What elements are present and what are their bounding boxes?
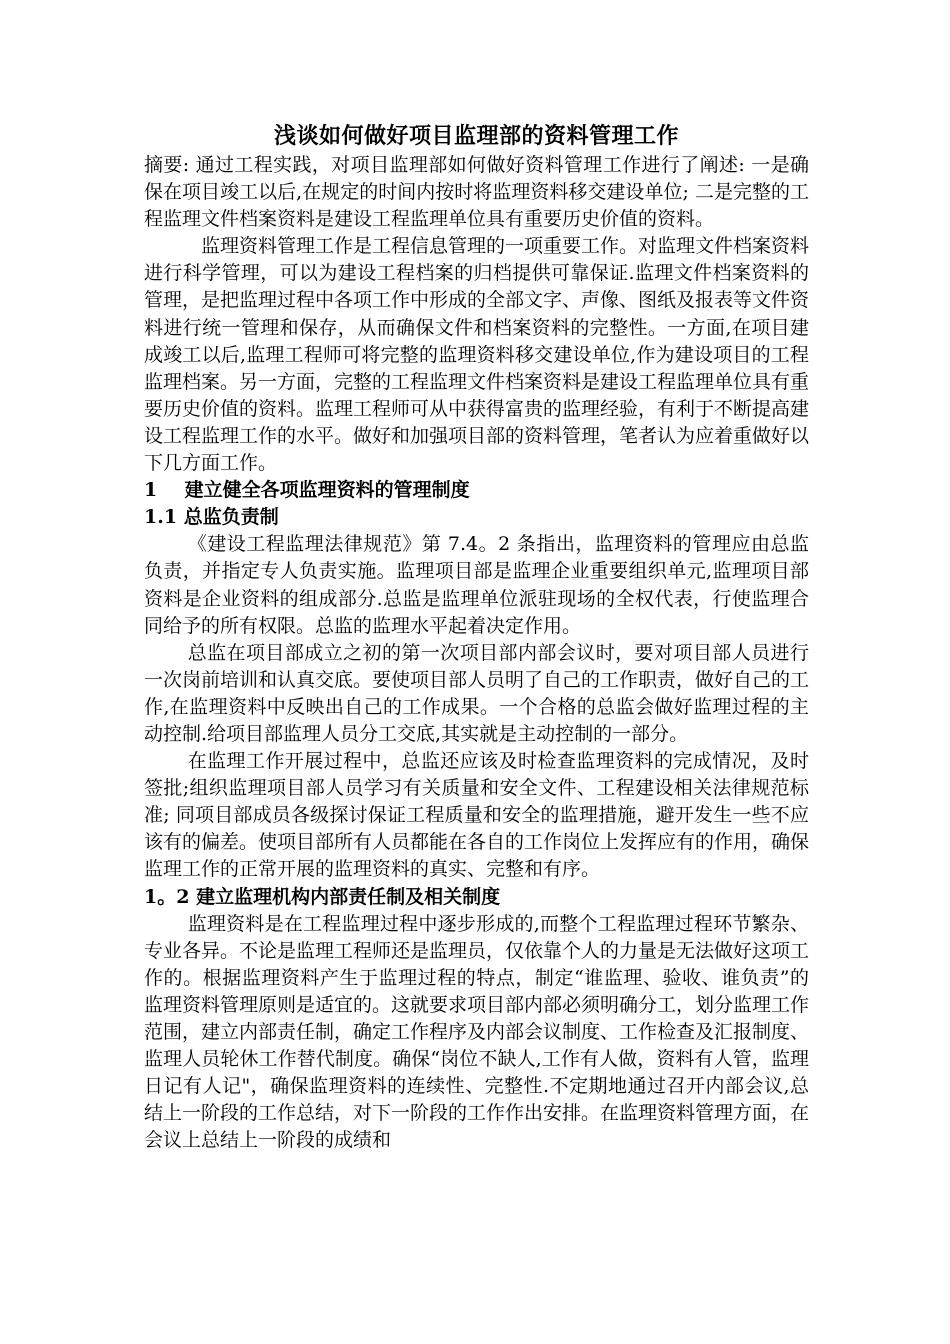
section-1-2-paragraph-1: 监理资料是在工程监理过程中逐步形成的,而整个工程监理过程环节繁杂、专业各异。不论是监理工程师还是监理员，仅依靠个人的力量是无法做好这项工作的。根据监理资料产生于监理过程的特点，制定“谁监理、验收、谁负责”的监理资料管理原则是适宜的。这就要求项目部内部必须明确分工，划分监理工作范围，建立内部责任制，确定工作程序及内部会议制度、工作检查及汇报制度、监理人员轮休工作替代制度。确保“岗位不缺人,工作有人做，资料有人管，监理日记有人记"，确保监理资料的连续性、完整性.不定期地通过召开内部会议,总结上一阶段的工作总结，对下一阶段的工作作出安排。在监理资料管理方面，在会议上总结上一阶段的成绩和 (144, 912, 810, 1152)
section-1-1-paragraph-1: 《建设工程监理法律规范》第 7.4。2 条指出，监理资料的管理应由总监负责，并指定专人负责实施。监理项目部是监理企业重要组织单元,监理项目部资料是企业资料的组成部分.总监是监理单位派驻现场的全权代表，行使监理合同给予的所有权限。总监的监理水平起着决定作用。 (144, 533, 809, 637)
document-title: 浅谈如何做好项目监理部的资料管理工作 (273, 123, 679, 149)
section-1-2-heading (144, 884, 809, 911)
section-1-2-number: 1。2 (144, 885, 190, 908)
section-1-1-number: 1.1 (144, 506, 178, 529)
section-1-number: 1 (144, 479, 158, 502)
section-1-1-heading (144, 504, 809, 531)
section-1-1-paragraph-3: 在监理工作开展过程中，总监还应该及时检查监理资料的完成情况，及时签批;组织监理项目部人员学习有关质量和安全文件、工程建设相关法律规范标准; 同项目部成员各级探讨保证工程质量和安全的监理措施，避开发生一些不应该有的偏差。使项目部所有人员都能在各自的工作岗位上发挥应有的作用，确保监理工作的正常开展的监理资料的真实、完整和有序。 (144, 750, 810, 881)
document-body (144, 120, 809, 1154)
intro-paragraph: 监理资料管理工作是工程信息管理的一项重要工作。对监理文件档案资料进行科学管理，可以为建设工程档案的归档提供可靠保证.监理文件档案资料的管理，是把监理过程中各项工作中形成的全部文字、声像、图纸及报表等文件资料进行统一管理和保存，从而确保文件和档案资料的完整性。一方面,在项目建成竣工以后,监理工程师可将完整的监理资料移交建设单位,作为建设项目的工程监理档案。另一方面，完整的工程监理文件档案资料是建设工程监理单位具有重要历史价值的资料。监理工程师可从中获得富贵的监理经验，有利于不断提高建设工程监理工作的水平。做好和加强项目部的资料管理，笔者认为应着重做好以下几方面工作。 (144, 235, 810, 475)
section-1-2-title: 建立监理机构内部责任制及相关制度 (196, 885, 501, 908)
section-1-1-paragraph-2: 总监在项目部成立之初的第一次项目部内部会议时，要对项目部人员进行一次岗前培训和认真交底。要使项目部人员明了自己的工作职责，做好自己的工作,在监理资料中反映出自己的工作成果。一个合格的总监会做好监理过程的主动控制.给项目部监理人员分工交底,其实就是主动控制的一部分。 (144, 641, 810, 745)
abstract-paragraph: 摘要: 通过工程实践，对项目监理部如何做好资料管理工作进行了阐述: 一是确保在项目竣工以后,在规定的时间内按时将监理资料移交建设单位; 二是完整的工程监理文件档案资料是建设工程监理单位具有重要历史价值的资料。 (144, 154, 809, 231)
section-1-title: 建立健全各项监理资料的管理制度 (184, 479, 470, 502)
section-1-heading (144, 477, 809, 504)
section-1-1-title: 总监负责制 (183, 506, 279, 529)
